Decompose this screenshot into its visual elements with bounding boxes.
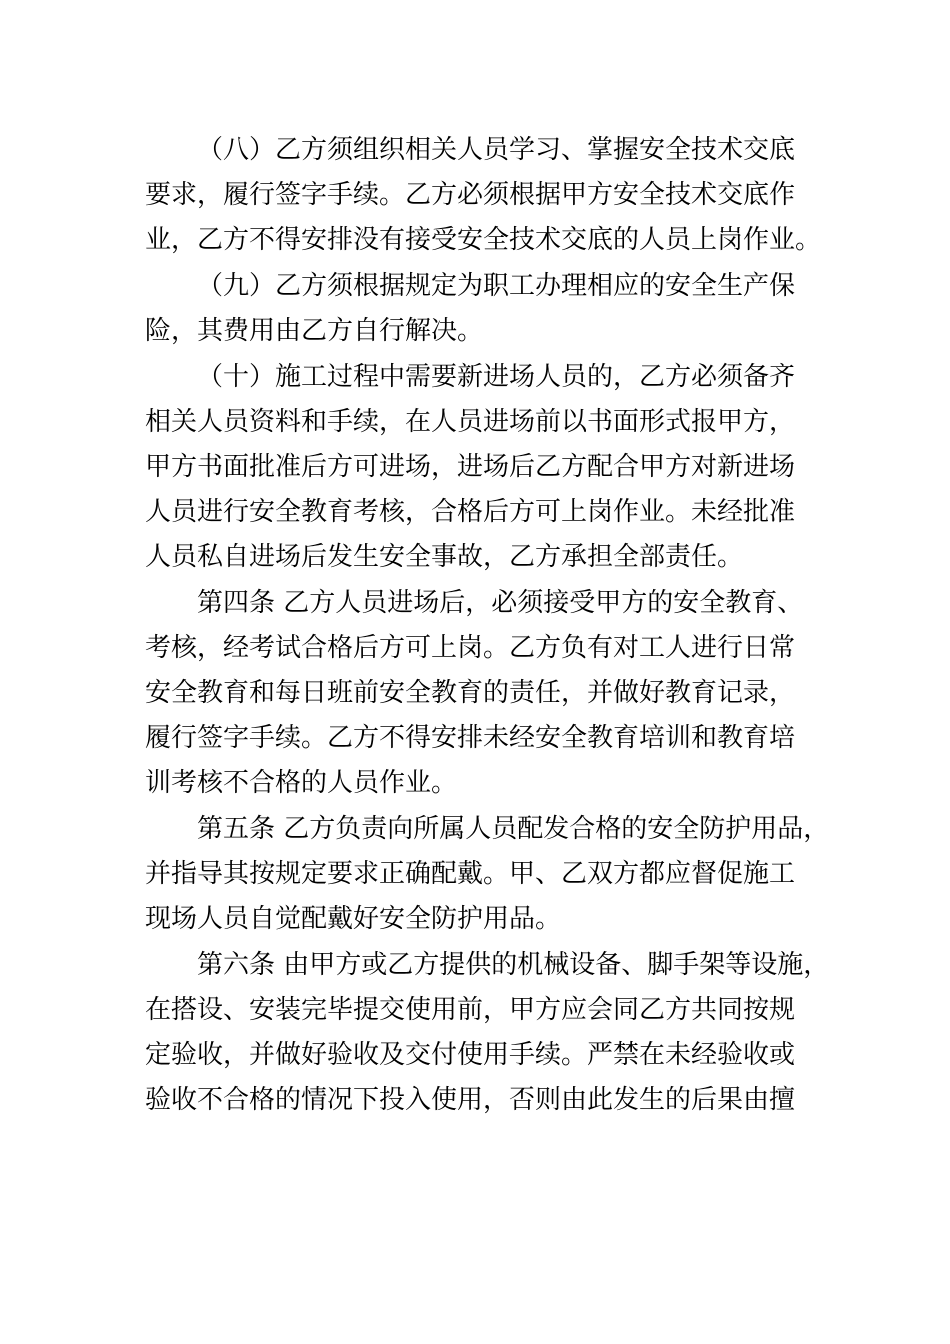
text-line: 第六条 由甲方或乙方提供的机械设备、脚手架等设施， [197, 950, 830, 980]
text-line: （十）施工过程中需要新进场人员的，乙方必须备齐 [197, 362, 796, 392]
paragraph-item-9 [145, 264, 810, 354]
text-line: 第四条 乙方人员进场后，必须接受甲方的安全教育、 [197, 588, 804, 618]
text-line: 人员私自进场后发生安全事故，乙方承担全部责任。 [145, 542, 744, 572]
text-line: 并指导其按规定要求正确配戴。甲、乙双方都应督促施工 [145, 859, 796, 889]
text-line: 履行签字手续。乙方不得安排未经安全教育培训和教育培 [145, 723, 796, 753]
text-line: 现场人员自觉配戴好安全防护用品。 [145, 904, 562, 934]
text-line: 人员进行安全教育考核，合格后方可上岗作业。未经批准 [145, 497, 796, 527]
text-line: 定验收，并做好验收及交付使用手续。严禁在未经验收或 [145, 1040, 796, 1070]
paragraph-article-5 [145, 807, 830, 942]
text-line: 业，乙方不得安排没有接受安全技术交底的人员上岗作业。 [145, 225, 822, 255]
text-line: （九）乙方须根据规定为职工办理相应的安全生产保 [197, 271, 796, 301]
text-line: （八）乙方须组织相关人员学习、掌握安全技术交底 [197, 135, 796, 165]
paragraph-item-10 [145, 355, 810, 580]
paragraph-item-8 [145, 128, 822, 263]
text-line: 相关人员资料和手续，在人员进场前以书面形式报甲方， [145, 407, 796, 437]
text-line: 险，其费用由乙方自行解决。 [145, 316, 484, 346]
paragraph-article-6 [145, 943, 830, 1123]
text-line: 验收不合格的情况下投入使用，否则由此发生的后果由擅 [145, 1085, 796, 1115]
text-line: 训考核不合格的人员作业。 [145, 768, 458, 798]
text-line: 安全教育和每日班前安全教育的责任，并做好教育记录， [145, 678, 796, 708]
paragraph-article-4 [145, 581, 810, 806]
text-line: 在搭设、安装完毕提交使用前，甲方应会同乙方共同按规 [145, 995, 796, 1025]
text-line: 考核，经考试合格后方可上岗。乙方负有对工人进行日常 [145, 633, 796, 663]
text-line: 要求，履行签字手续。乙方必须根据甲方安全技术交底作 [145, 180, 796, 210]
document-body [145, 128, 830, 1123]
text-line: 甲方书面批准后方可进场，进场后乙方配合甲方对新进场 [145, 452, 796, 482]
text-line: 第五条 乙方负责向所属人员配发合格的安全防护用品， [197, 814, 830, 844]
